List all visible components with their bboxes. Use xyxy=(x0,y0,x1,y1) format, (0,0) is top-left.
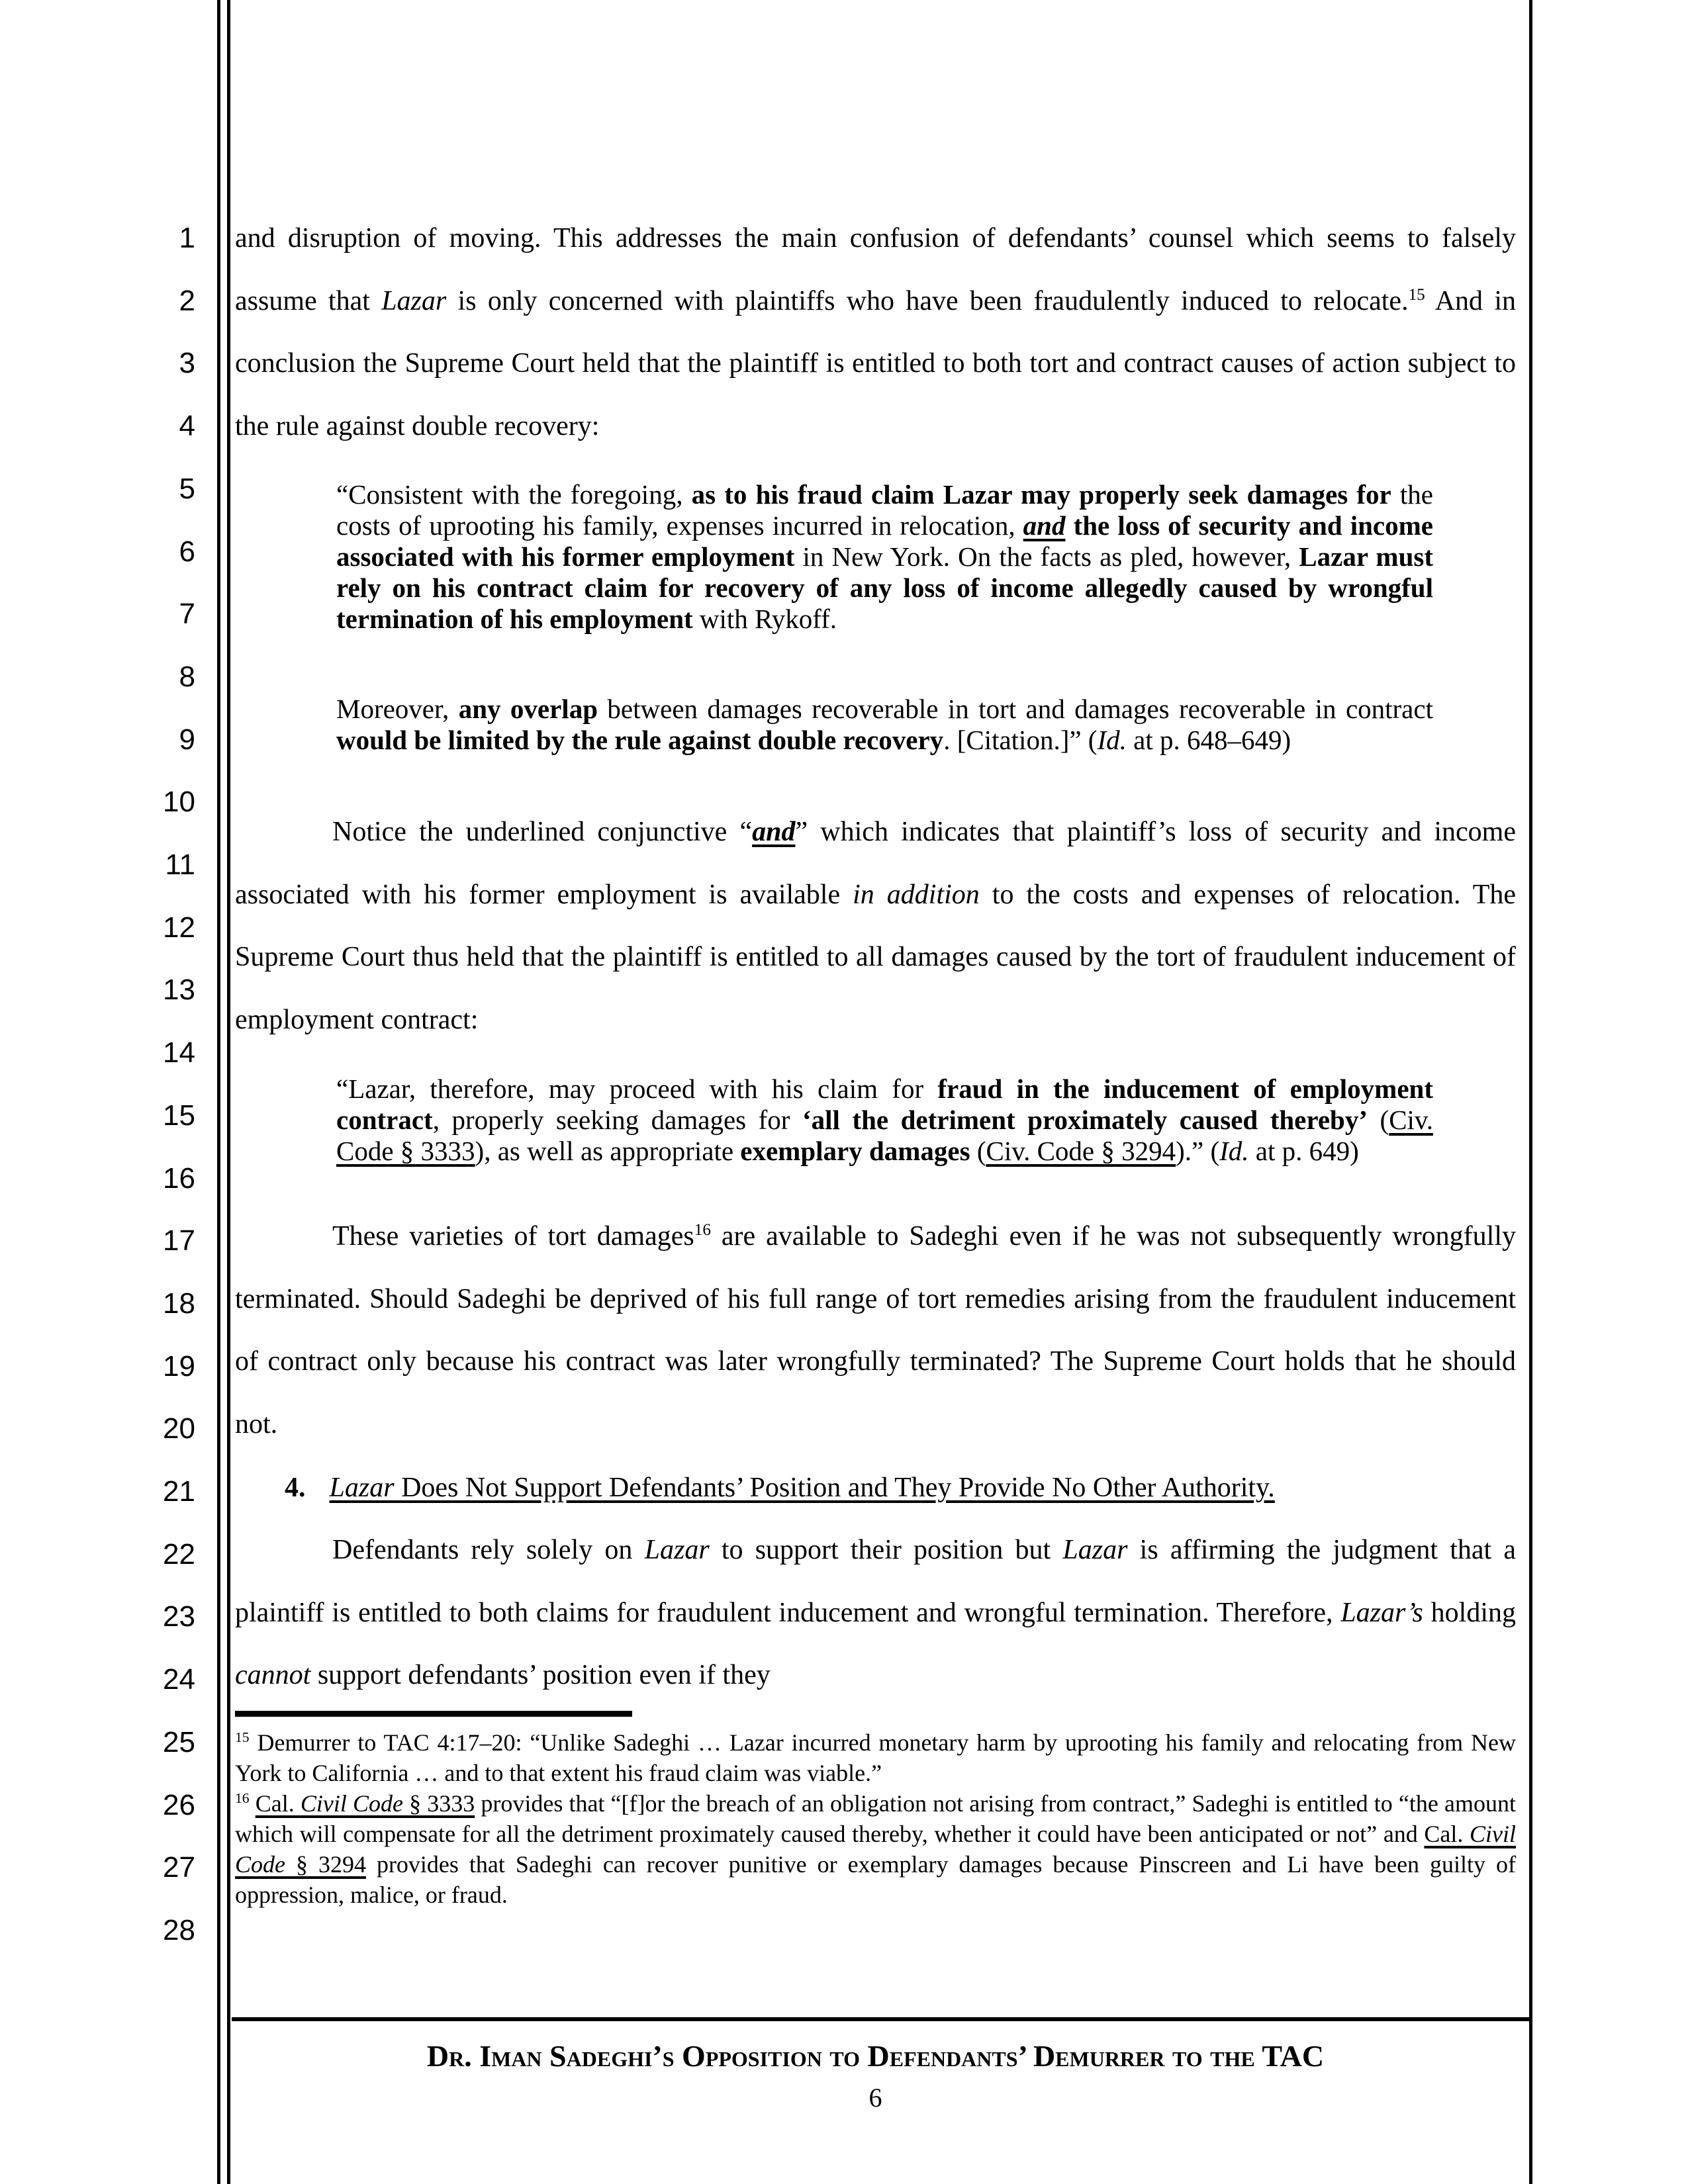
text-run: And in conclusion the Supreme Court held that the plaintiff is entitled to both tort and contract causes of action subject to the rule against double recovery: xyxy=(235,285,1517,442)
line-number: 7 xyxy=(179,598,195,631)
text-run: Defendants rely solely on xyxy=(332,1535,645,1565)
left-double-rule-outer xyxy=(217,0,220,2184)
text-run: § 3333 xyxy=(402,1790,475,1817)
line-number: 27 xyxy=(163,1851,195,1884)
line-number: 17 xyxy=(163,1224,195,1257)
text-run: ( xyxy=(970,1136,986,1166)
text-run: at p. 649) xyxy=(1248,1136,1359,1166)
text-run: 4. xyxy=(285,1473,306,1503)
line-number: 24 xyxy=(163,1663,195,1696)
paragraph-notice-conjunctive xyxy=(235,801,1516,1052)
text-run: Cal. xyxy=(255,1790,301,1817)
text-run: to support their position but xyxy=(709,1535,1063,1565)
text-run: is only concerned with plaintiffs who have been fraudulently induced to relocate. xyxy=(446,285,1409,316)
text-run: 16 xyxy=(694,1221,711,1239)
line-number: 23 xyxy=(163,1600,195,1633)
text-run: with Rykoff. xyxy=(692,604,837,634)
text-run: to the costs and expenses of relocation. The Supreme Court thus held that the plaintiff is entitled to all damages caused by the tort of fraudulent inducement of employment contract: xyxy=(235,879,1516,1036)
text-run: at p. 648–649) xyxy=(1126,725,1291,755)
text-run: provides that “[f]or the breach of an obligation not arising from contract,” Sadeghi is entitled to “the amount which will compensate for all the detriment proximately caused thereby, whether it could have been anticipated or not” and xyxy=(235,1790,1516,1847)
text-run: Cal. xyxy=(1424,1821,1470,1847)
text-run: Lazar must rely on his contract claim for recovery of any loss of income allegedly caused by wrongful termination of his employment xyxy=(336,541,1433,634)
line-number: 14 xyxy=(163,1036,195,1069)
paragraph-intro xyxy=(235,207,1516,458)
line-number: 3 xyxy=(179,347,195,380)
text-run: support defendants’ position even if they xyxy=(310,1660,771,1691)
text-run: the loss of security and income associated with his former employment xyxy=(336,510,1433,572)
text-run: Lazar’s xyxy=(1340,1597,1423,1628)
blockquote-lazar-fraud-claim xyxy=(336,479,1433,635)
text-run: “Lazar, therefore, may proceed with his claim for xyxy=(336,1073,938,1104)
line-number: 11 xyxy=(165,848,195,881)
line-number: 12 xyxy=(163,911,195,944)
text-run: fraud in the inducement of employment contract xyxy=(336,1073,1433,1135)
text-run: provides that Sadeghi can recover punitive or exemplary damages because Pinscreen and Li have been guilty of oppression, malice, or fraud. xyxy=(235,1851,1517,1908)
left-double-rule-inner xyxy=(227,0,230,2184)
text-run: ), as well as appropriate xyxy=(475,1136,741,1166)
right-rule xyxy=(1529,0,1532,2184)
text-run: ( xyxy=(1368,1105,1389,1135)
line-number: 13 xyxy=(163,974,195,1007)
text-run: holding xyxy=(1423,1597,1516,1628)
text-run: § 3294 xyxy=(285,1851,366,1878)
text-run: Civ. Code § 3294 xyxy=(986,1136,1176,1166)
text-run: ).” ( xyxy=(1176,1136,1220,1166)
line-number: 4 xyxy=(179,410,195,443)
paragraph-tort-damages xyxy=(235,1205,1516,1456)
text-run: and disruption of moving. This addresses the main confusion of defendants’ counsel which seems to falsely assume that xyxy=(235,223,1516,316)
line-number: 19 xyxy=(163,1349,195,1383)
text-run: Moreover, xyxy=(336,694,459,724)
footer-rule xyxy=(232,2017,1530,2021)
text-run: between damages recoverable in tort and damages recoverable in contract xyxy=(598,694,1433,724)
text-run: 15 xyxy=(235,1729,250,1745)
line-number: 16 xyxy=(163,1161,195,1195)
text-run xyxy=(250,1790,256,1817)
page-number: 6 xyxy=(868,2083,882,2113)
text-run: is affirming the judgment that a plaintiff is entitled to both claims for fraudulent inducement and wrongful termination. Therefore, xyxy=(235,1535,1516,1628)
line-number: 20 xyxy=(163,1412,195,1445)
text-run: in addition xyxy=(853,879,980,910)
line-number: 10 xyxy=(163,786,195,819)
text-run xyxy=(1065,510,1073,541)
text-run: any overlap xyxy=(458,694,598,724)
text-run: “Consistent with the foregoing, xyxy=(336,479,692,510)
line-number: 15 xyxy=(163,1099,195,1132)
text-run: as to his fraud claim Lazar may properly seek damages for xyxy=(691,479,1391,510)
text-run: and xyxy=(1023,510,1066,541)
footnote-separator xyxy=(235,1711,632,1717)
text-run: would be limited by the rule against double recovery xyxy=(336,725,944,755)
text-run: Demurrer to TAC 4:17–20: “Unlike Sadeghi … Lazar incurred monetary harm by uprooting his family and relocating from New York to California … and to that extent his fraud claim was viable.” xyxy=(235,1729,1516,1786)
text-run: . [Citation.]” ( xyxy=(943,725,1098,755)
text-run: Lazar xyxy=(329,1473,395,1503)
text-run: Id. xyxy=(1097,725,1127,755)
line-number: 6 xyxy=(179,535,195,568)
blockquote-double-recovery xyxy=(336,694,1433,756)
text-run: 16 xyxy=(235,1790,250,1806)
text-run: Lazar xyxy=(381,285,447,316)
text-run: ‘all the detriment proximately caused thereby’ xyxy=(802,1105,1368,1135)
paragraph-defendants-rely xyxy=(235,1519,1516,1707)
blockquote-lazar-proceed xyxy=(336,1073,1433,1167)
text-run: Notice the underlined conjunctive “ xyxy=(332,817,753,847)
text-run: in New York. On the facts as pled, however, xyxy=(794,541,1299,572)
line-number: 8 xyxy=(179,660,195,693)
text-run: Lazar xyxy=(1062,1535,1128,1565)
text-run: , properly seeking damages for xyxy=(432,1105,802,1135)
text-run: These varieties of tort damages xyxy=(332,1221,694,1251)
text-run: Civil Code xyxy=(300,1790,403,1817)
footnote-16 xyxy=(235,1788,1516,1910)
text-run: Lazar xyxy=(644,1535,710,1565)
footer-document-title: Dr. Iman Sadeghi’s Opposition to Defendants’ Demurrer to the TAC xyxy=(426,2039,1325,2073)
text-run: the costs of uprooting his family, expenses incurred in relocation, xyxy=(336,479,1434,541)
text-run: ” which indicates that plaintiff’s loss of security and income associated with his former employment is available xyxy=(235,817,1516,910)
line-number: 9 xyxy=(179,723,195,756)
text-run: and xyxy=(752,817,796,847)
text-run: 15 xyxy=(1408,285,1425,304)
line-number: 22 xyxy=(163,1537,195,1570)
text-run: exemplary damages xyxy=(740,1136,970,1166)
line-number: 25 xyxy=(163,1725,195,1758)
line-number: 2 xyxy=(179,284,195,317)
line-number: 21 xyxy=(163,1475,195,1508)
line-number: 28 xyxy=(163,1913,195,1946)
text-run: Civ. Code § 3333 xyxy=(336,1105,1434,1166)
footnote-15 xyxy=(235,1727,1516,1788)
line-number: 18 xyxy=(163,1287,195,1320)
text-run: Does Not Support Defendants’ Position and They Provide No Other Authority. xyxy=(394,1473,1275,1503)
text-run: Civil Code xyxy=(235,1821,1516,1878)
section-heading-4 xyxy=(235,1468,1532,1508)
text-run: are available to Sadeghi even if he was not subsequently wrongfully terminated. Should Sadeghi be deprived of his full range of tort remedies arising from the fraudulent inducement of contract only because his contract was later wrongfully terminated? The Supreme Court holds that he should not. xyxy=(235,1221,1517,1440)
text-run: Id. xyxy=(1219,1136,1249,1166)
line-number: 26 xyxy=(163,1788,195,1821)
text-run: cannot xyxy=(235,1660,311,1691)
line-number: 1 xyxy=(179,222,195,254)
line-number: 5 xyxy=(179,472,195,505)
